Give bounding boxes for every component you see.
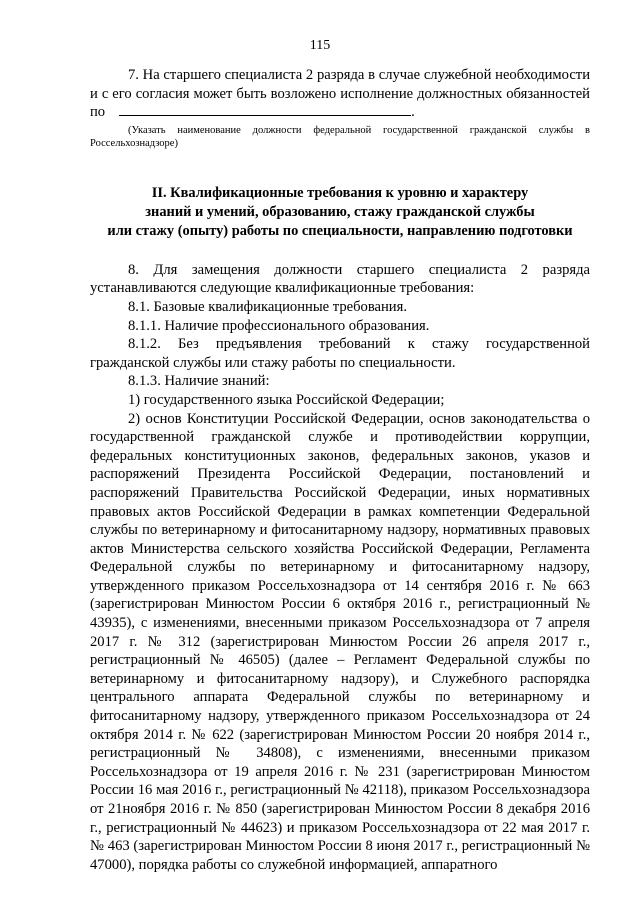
page-number: 115 (309, 38, 331, 53)
section-heading-line-1: II. Квалификационные требования к уровню и характеру (151, 184, 529, 201)
requirements-body (90, 261, 590, 875)
section-heading-line-2: знаний и умений, образованию, стажу гражданской службы (145, 203, 535, 220)
knowledge-item-2: 2) основ Конституции Российской Федерации, основ законодательства о государственной гражданской службе и противодействии коррупции, федеральных конституционных законов, федеральных законов, указов и распоряжений Президента Российской Федерации, постановлений и распоряжений Правительства Российской Федерации, иных нормативных правовых актов Российской Федерации в рамках компетенции Федеральной службы по ветеринарному и фитосанитарному надзору, нормативных правовых актов Министерства сельского хозяйства Российской Федерации, Регламента Федеральной службы по ветеринарному и фитосанитарному надзору, утвержденного приказом Россельхознадзора от 14 сентября 2016 г. № 663 (зарегистрирован Минюстом России 6 октября 2016 г., регистрационный № 43935), с изменениями, внесенными приказом Россельхознадзора от 7 апреля 2017 г. № 312 (зарегистрирован Минюстом России 26 апреля 2017 г., регистрационный № 46505) (далее – Регламент Федеральной службы по ветеринарному и фитосанитарному надзору), и Служебного распорядка центрального аппарата Федеральной службы по ветеринарному и фитосанитарному надзору, утвержденного приказом Россельхознадзора от 24 октября 2014 г. № 622 (зарегистрирован Минюстом России 20 ноября 2014 г., регистрационный № 34808), с изменениями, внесенными приказом Россельхознадзора от 19 апреля 2016 г. № 231 (зарегистрирован Минюстом России 16 мая 2016 г., регистрационный № 42118), приказом Россельхознадзора от 21ноября 2016 г. № 850 (зарегистрирован Минюстом России 8 декабря 2016 г., регистрационный № 44623) и приказом Россельхознадзора от 22 мая 2017 г. № 463 (зарегистрирован Минюстом России 8 июня 2017 г., регистрационный № 47000), порядка работы со служебной информацией, аппаратного (90, 410, 590, 873)
item-7-text: 7. На старшего специалиста 2 разряда в случае служебной необходимости и с его согласия может быть возложено исполнение должностных обязанностей по (90, 67, 590, 121)
fill-in-line (119, 103, 411, 116)
document-content (90, 66, 590, 874)
paragraph-8-1: 8.1. Базовые квалификационные требования. (128, 298, 407, 315)
paragraph-8-1-1: 8.1.1. Наличие профессионального образования. (128, 317, 430, 334)
knowledge-item-1: 1) государственного языка Российской Федерации; (128, 391, 445, 408)
item-7-note: (Указать наименование должности федеральной государственной гражданской службы в Россельхознадзоре) (90, 124, 590, 149)
item-7-end: . (411, 104, 415, 121)
paragraph-8: 8. Для замещения должности старшего специалиста 2 разряда устанавливаются следующие квалификационные требования: (90, 261, 590, 297)
section-heading (90, 184, 590, 241)
paragraph-8-1-2: 8.1.2. Без предъявления требований к стажу государственной гражданской службы или стажу работы по специальности. (90, 336, 590, 371)
paragraph-8-1-3: 8.1.3. Наличие знаний: (128, 373, 270, 390)
item-7-paragraph (90, 66, 590, 122)
section-heading-line-3: или стажу (опыту) работы по специальности, направлению подготовки (107, 222, 573, 239)
